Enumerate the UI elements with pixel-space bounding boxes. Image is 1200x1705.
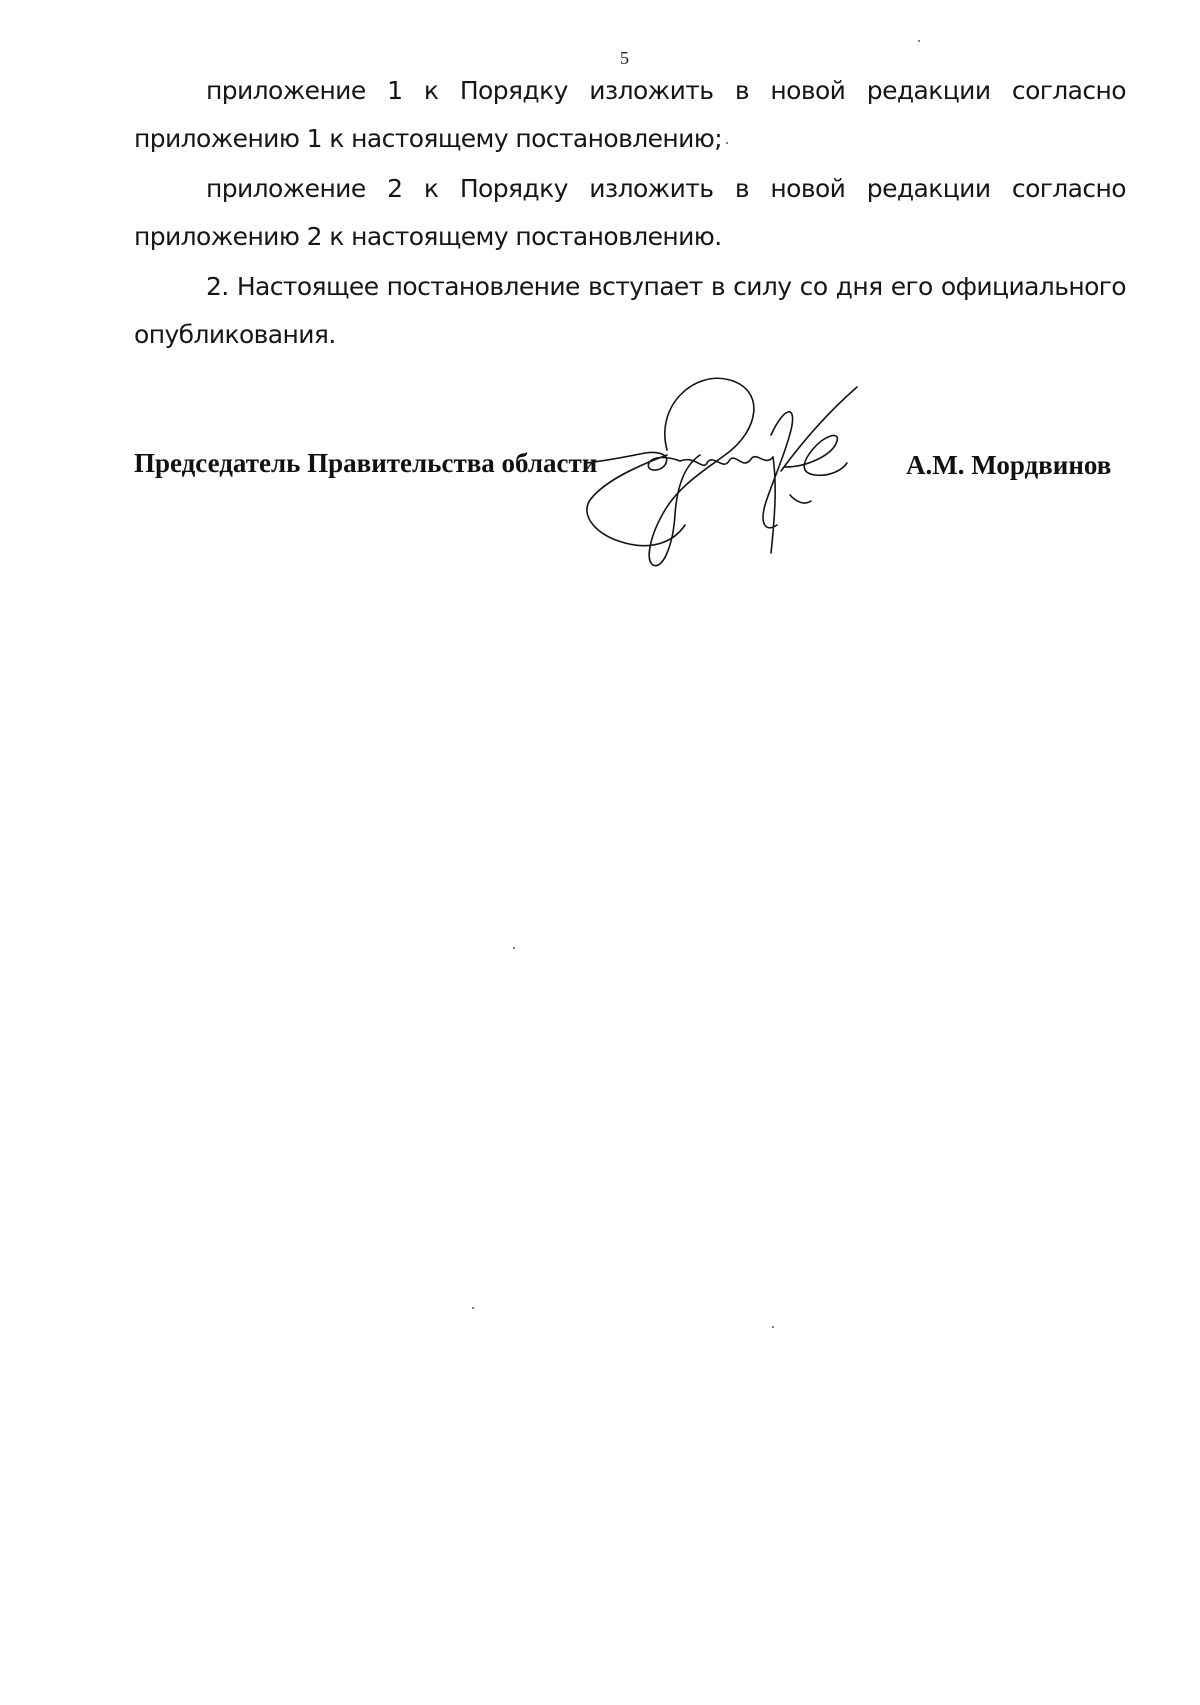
signatory-name: А.М. Мордвинов bbox=[906, 450, 1112, 480]
scan-speck bbox=[918, 40, 920, 42]
scan-speck bbox=[726, 142, 728, 144]
scan-speck bbox=[772, 1326, 774, 1328]
handwritten-signature bbox=[585, 375, 930, 585]
page-number: 5 bbox=[620, 48, 629, 68]
scan-speck bbox=[513, 947, 515, 949]
signatory-title: Председатель Правительства области bbox=[134, 448, 598, 478]
scan-speck bbox=[472, 1307, 474, 1309]
paragraph-appendix-2: приложение 2 к Порядку изложить в новой редакции согласно приложению 2 к настоящему постановлению. bbox=[134, 174, 1126, 251]
paragraph-effective-date: 2. Настоящее постановление вступает в силу со дня его официального опубликования. bbox=[134, 272, 1126, 349]
paragraph-appendix-1: приложение 1 к Порядку изложить в новой редакции согласно приложению 1 к настоящему постановлению; bbox=[134, 76, 1126, 153]
